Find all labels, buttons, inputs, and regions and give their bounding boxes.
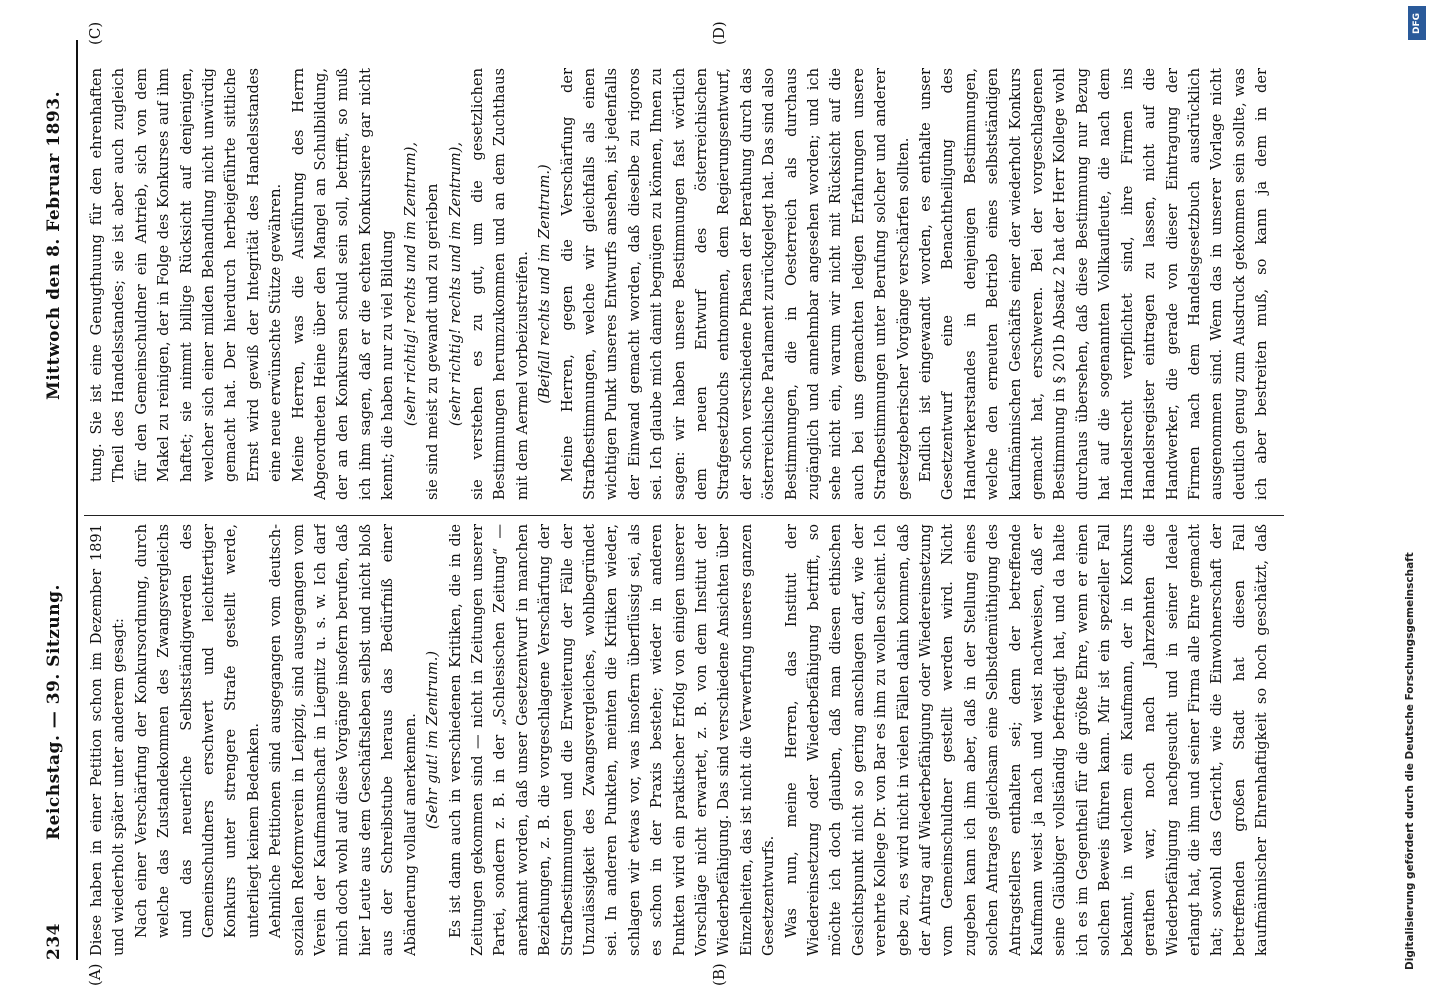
header-title: Reichstag. — 39. Sitzung. (44, 584, 64, 840)
header-date: Mittwoch den 8. Februar 1893. (44, 90, 64, 400)
interjection: (sehr richtig! rechts und im Zentrum), (401, 141, 419, 427)
interjection: (Beifall rechts und im Zentrum.) (536, 164, 554, 404)
paragraph: Es ist dann auch in verschiedenen Kritiken, die in die Zeitungen gekommen sind — nicht in Zeitungen unserer Partei, sondern z. B. in der „Schlesischen Zeitung“ — anerkannt worden, daß unser Gesetzentwurf in manchen Beziehungen, z. B. die vorgeschlagene Verschärfung der Strafbestimmungen und die Erweiterung der Fälle der Unzulässigkeit des Zwangsvergleiches, wohlbegründet sei. In anderen Punkten, meinten die Kritiken wieder, schlagen wir etwas vor, was insofern überflüssig sei, als es schon in der Praxis bestehe; wieder in anderen Punkten wird ein praktischer Erfolg von einigen unserer Vorschläge nicht erwartet, z. B. von dem Institut der Wiederbefähigung. Das sind verschiedene Ansichten über Einzelheiten, das ist nicht die Verwerfung unseres ganzen Gesetzentwurfs. (446, 524, 778, 956)
quoted-paragraph: Nach einer Verschärfung der Konkursordnung, durch welche das Zustandekommen des Zwangsvergleichs und das neuerliche Selbstständigwerden des Gemeinschuldners erschwert und leichtfertiger Konkurs unter strengere Strafe gestellt werde, unterliegt keinem Bedenken. (132, 524, 262, 938)
margin-marker-d: (D) (710, 21, 728, 45)
dfg-logo: DFG (1408, 6, 1426, 40)
funding-credit: Digitalisierung gefördert durch die Deutsche Forschungsgemeinschaft (1404, 552, 1416, 970)
paragraph: Aehnliche Petitionen sind ausgegangen vom deutsch-sozialen Reformverein in Leipzig, sind ausgegangen vom Verein der Kaufmannschaft in Liegnitz u. s. w. Ich darf mich doch wohl auf diese Vorgänge insofern berufen, daß hier Leute aus dem Geschäftsleben selbst und nicht bloß aus der Schreibstube heraus das Bedürfniß einer Abänderung vollauf anerkennen. (267, 524, 419, 956)
column-divider (84, 515, 1284, 516)
page-number: 234 (44, 923, 64, 960)
margin-marker-a: (A) (86, 963, 104, 986)
paragraph: sie sind meist zu gewandt und zu gerieben (424, 183, 442, 500)
quoted-paragraph: tung. Sie ist eine Genugthuung für den ehrenhaften Theil des Handelsstandes; sie ist aber auch zugleich für den Gemeinschuldner ein Antrieb, sich von dem Makel zu reinigen, der in Folge des Konkurses auf ihm haftet; sie nimmt billige Rücksicht auf denjenigen, welcher sich einer milden Behandlung nicht unwürdig gemacht hat. Der hierdurch herbeigeführte sittliche Ernst wird gewiß der Integrität des Handelsstandes eine neue erwünschte Stütze gewähren. (88, 68, 285, 482)
interjection: (Sehr gut! im Zentrum.) (424, 650, 442, 830)
right-column (86, 68, 1276, 500)
interjection: (sehr richtig! rechts und im Zentrum), (446, 141, 464, 427)
margin-marker-c: (C) (86, 21, 104, 45)
paragraph: Meine Herren, gegen die Verschärfung der Strafbestimmungen, welche wir gleichfalls als einen wichtigen Punkt unseres Entwurfs ansehen, ist jedenfalls der Einwand gemacht worden, daß dieselbe zu rigoros sei. Ich glaube mich damit begnügen zu können, Ihnen zu sagen: wir haben unsere Bestimmungen fast wörtlich dem neuen Entwurf des österreichischen Strafgesetzbuchs entnommen, dem Regierungsentwurf, der schon verschiedene Phasen der Berathung durch das österreichische Parlament zurückgelegt hat. Das sind also Bestimmungen, die in Oesterreich als durchaus zugänglich und annehmbar angesehen worden; und ich sehe nicht ein, warum wir nicht mit Rücksicht auf die auch bei uns gemachten ledigen Erfahrungen unsere Strafbestimmungen unter Berufung solcher und anderer gesetzgeberischer Vorgänge verschärfen sollten. (558, 68, 912, 500)
paragraph: Was nun, meine Herren, das Institut der Wiedereinsetzung oder Wiederbefähigung betrifft, so möchte ich doch glauben, daß man diesen ethischen Gesichtspunkt nicht so gering anschlagen darf, wie der verehrte Kollege Dr. von Bar es ihm zu wollen scheint. Ich gebe zu, es wird nicht in vielen Fällen dahin kommen, daß der Antrag auf Wiederbefähigung oder Wiedereinsetzung vom Gemeinschuldner gestellt werden wird. Nicht zugeben kann ich ihm aber, daß in der Stellung eines solchen Antrages gleichsam eine Selbstdemüthigung des Antragstellers enthalten sei; denn der betreffende Kaufmann weist ja nach und weist nachweisen, daß er seine Gläubiger vollständig befriedigt hat, und da halte ich es im Gegentheil für die größte Ehre, wenn er einen solchen Beweis führen kann. Mir ist ein spezieller Fall bekannt, in welchem ein Kaufmann, der in Konkurs gerathen war, noch nach Jahrzehnten die Wiederbefähigung nachgesucht und in seiner Ideale erlangt hat, die ihm und seiner Firma alle Ehre gemacht hat; sowohl das Gericht, wie die Einwohnerschaft der betreffenden großen Stadt hat diesen Fall kaufmännischer Ehrenhaftigkeit so hoch geschätzt, daß (782, 524, 1271, 956)
page-header (40, 40, 70, 960)
left-column (86, 524, 1276, 956)
paragraph: Endlich ist eingewandt worden, es enthalte unser Gesetzentwurf eine Benachtheiligung des Handwerkerstandes in denjenigen Bestimmungen, welche den erneuten Betrieb eines selbstständigen kaufmännischen Geschäfts einer der wiederholt Konkurs gemacht hat, erschweren. Bei der vorgeschlagenen Bestimmung in § 201b Absatz 2 hat der Herr Kollege wohl durchaus übersehen, daß diese Bestimmung nur Bezug hat auf die sogenannten Vollkaufleute, die nach dem Handelsrecht verpflichtet sind, ihre Firmen ins Handelsregister eintragen zu lassen, nicht auf die Handwerker, die gerade von dieser Eintragung der Firmen nach dem Handelsgesetzbuch ausdrücklich ausgenommen sind. Wenn das in unserer Vorlage nicht deutlich genug zum Ausdruck gekommen sein sollte, was ich aber bestreiten muß, so kann ja dem in der (917, 68, 1271, 500)
header-rule (76, 40, 78, 960)
paragraph: Meine Herren, was die Ausführung des Herrn Abgeordneten Heine über den Mangel an Schulbildung, der an den Konkursen schuld sein soll, betrifft, so muß ich ihm sagen, daß er die echten Konkursiere gar nicht kennt; die haben nur zu viel Bildung (289, 68, 397, 500)
margin-marker-b: (B) (710, 963, 728, 986)
paragraph: Diese haben in einer Petition schon im Dezember 1891 und wiederholt später unter anderem gesagt: (88, 524, 128, 956)
paragraph: sie verstehen es zu gut, um die gesetzlichen Bestimmungen herumzukommen und an dem Zuchthaus mit dem Aermel vorbeizustreifen. (468, 68, 531, 500)
